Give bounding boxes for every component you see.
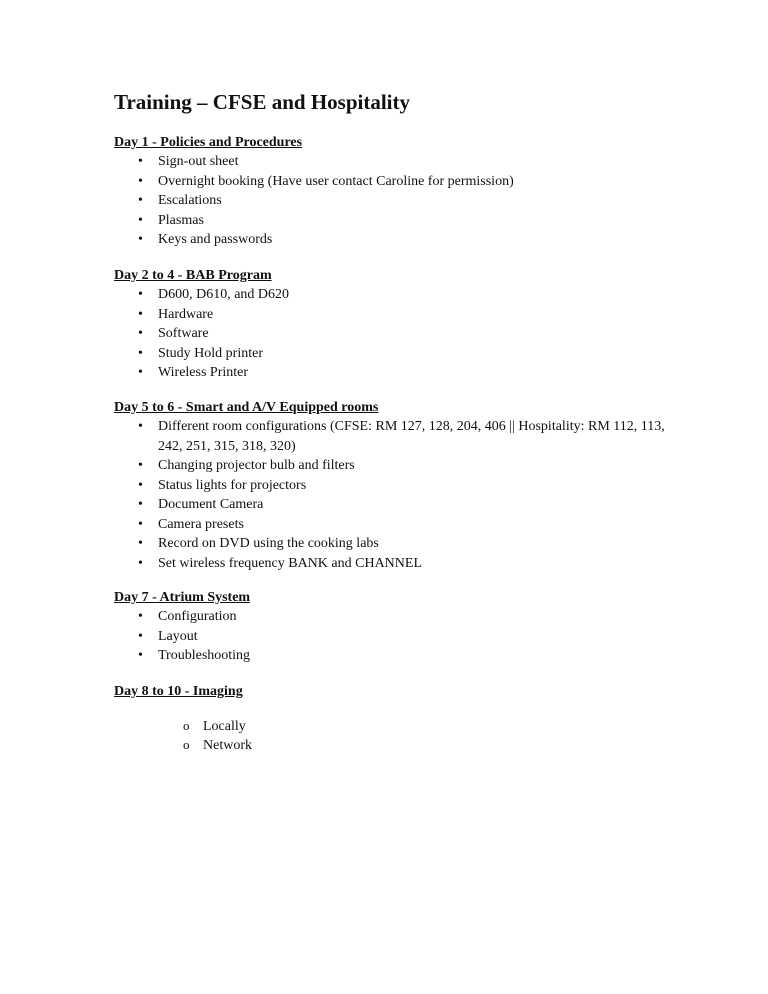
section-day-5-to-6	[114, 399, 674, 573]
bullet-icon: •	[138, 536, 143, 551]
list-item: • Sign-out sheet	[114, 152, 674, 172]
bullet-icon: •	[138, 516, 143, 532]
list-item: • Different room configurations (CFSE: RM 127, 128, 204, 406 || Hospitality: RM 112, 113, 242, 251, 315, 318, 320)	[138, 419, 665, 454]
bullet-list	[114, 607, 674, 666]
bullet-list	[114, 417, 674, 573]
list-item: • Changing projector bulb and filters	[114, 456, 674, 476]
bullet-icon: •	[138, 287, 143, 302]
bullet-icon: •	[138, 609, 143, 624]
list-item: • Layout	[114, 627, 674, 647]
bullet-icon: •	[138, 326, 143, 341]
section-heading: Day 7 - Atrium System	[114, 590, 251, 605]
list-item: o Locally	[183, 718, 246, 734]
bullet-icon: •	[138, 365, 143, 380]
circle-bullet-icon: o	[183, 736, 190, 752]
list-item: • Wireless Printer	[114, 363, 674, 383]
bullet-icon: •	[138, 154, 143, 169]
section-heading: Day 2 to 4 - BAB Program	[114, 268, 272, 283]
section-day-8-to-10	[114, 683, 674, 755]
list-item: • Status lights for projectors	[114, 476, 674, 496]
bullet-icon: •	[138, 458, 143, 473]
list-item: • Software	[114, 324, 674, 344]
bullet-icon: •	[138, 648, 143, 663]
bullet-icon: •	[138, 173, 143, 189]
section-heading: Day 5 to 6 - Smart and A/V Equipped rooms	[114, 400, 379, 415]
section-day-2-to-4	[114, 267, 674, 383]
list-item: • Configuration	[114, 607, 674, 627]
list-item: o Network	[183, 736, 252, 753]
bullet-icon: •	[138, 306, 143, 322]
section-day-7	[114, 589, 674, 666]
list-item: • Study Hold printer	[114, 344, 674, 364]
list-item: • Keys and passwords	[114, 230, 674, 250]
list-item: • Overnight booking (Have user contact Caroline for permission)	[114, 172, 674, 192]
document-title: Training – CFSE and Hospitality	[114, 90, 411, 114]
bullet-icon: •	[138, 193, 143, 208]
bullet-icon: •	[138, 555, 143, 571]
list-item: • Hardware	[114, 305, 674, 325]
list-item: • Escalations	[114, 191, 674, 211]
bullet-icon: •	[138, 232, 143, 247]
circle-bullet-icon: o	[183, 718, 190, 733]
list-item: • Camera presets	[114, 515, 674, 535]
list-item: • D600, D610, and D620	[114, 285, 674, 305]
section-heading: Day 1 - Policies and Procedures	[114, 135, 303, 150]
list-item: • Set wireless frequency BANK and CHANNEL	[114, 554, 674, 574]
bullet-icon: •	[138, 628, 143, 644]
list-item: • Plasmas	[114, 211, 674, 231]
list-item: • Document Camera	[114, 495, 674, 515]
bullet-list	[114, 152, 674, 250]
bullet-icon: •	[138, 345, 143, 361]
sub-bullet-list	[114, 718, 674, 755]
bullet-icon: •	[138, 419, 143, 434]
bullet-icon: •	[138, 477, 143, 493]
section-heading: Day 8 to 10 - Imaging	[114, 684, 243, 699]
bullet-icon: •	[138, 212, 143, 228]
list-item: • Troubleshooting	[114, 646, 674, 666]
bullet-list	[114, 285, 674, 383]
section-day-1	[114, 134, 674, 250]
bullet-icon: •	[138, 497, 143, 512]
list-item: • Record on DVD using the cooking labs	[114, 534, 674, 554]
